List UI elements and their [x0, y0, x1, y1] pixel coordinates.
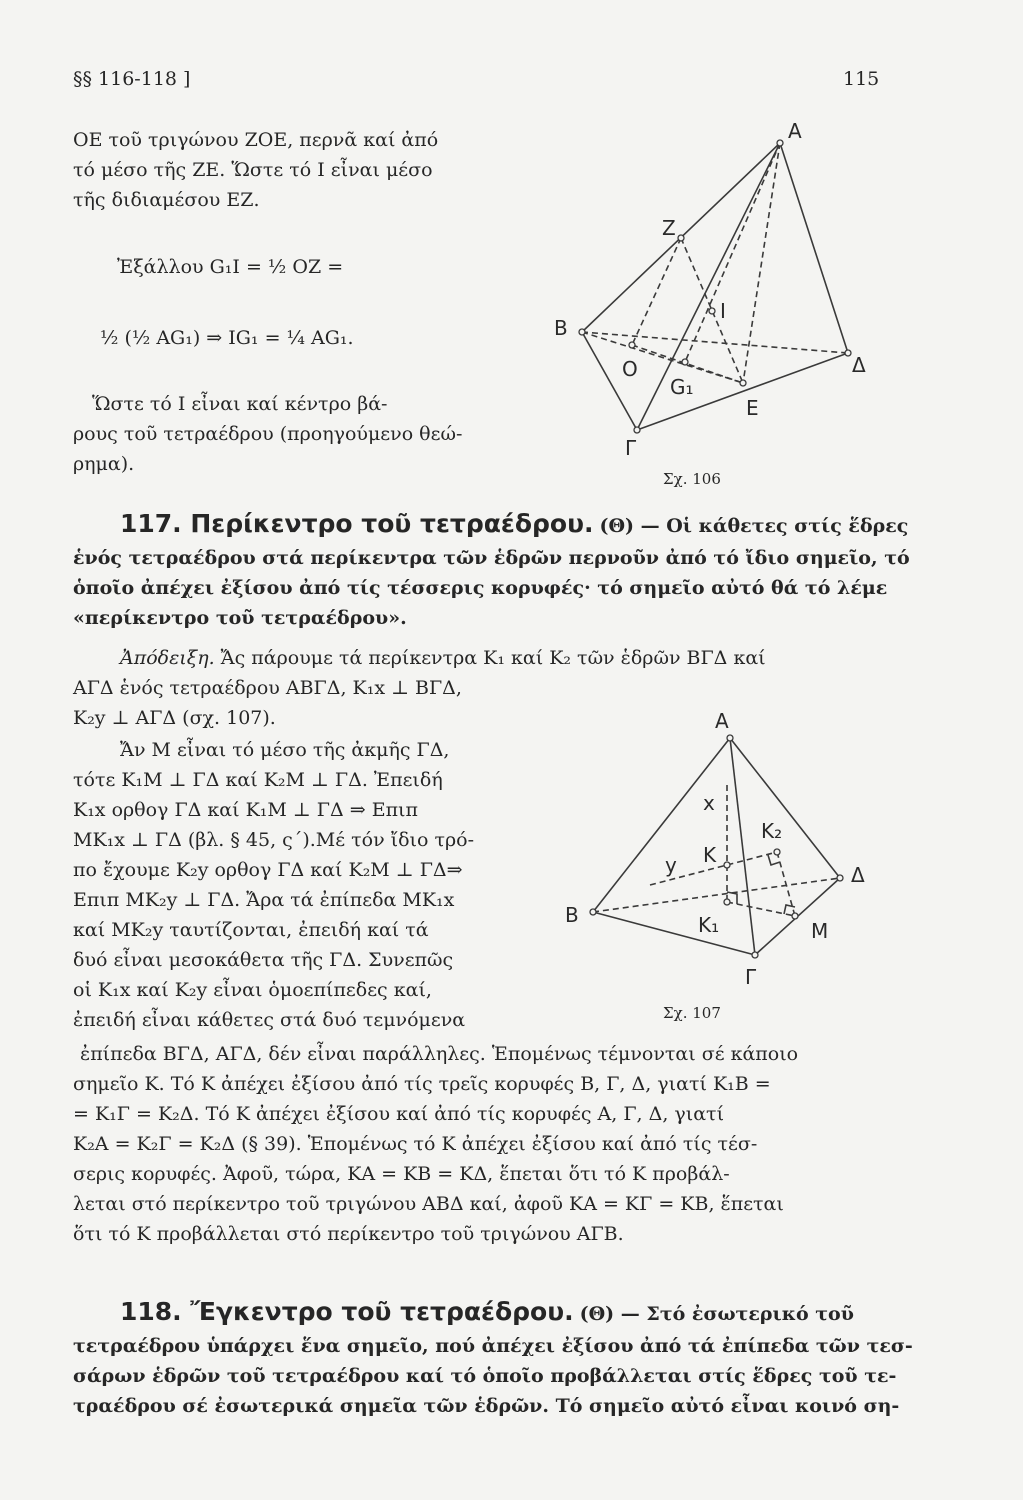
text-line: πο ἔχουμε K₂y ορθογ ΓΔ καί K₂M ⊥ ΓΔ⇒: [73, 859, 463, 881]
section-117-heading: 117. Περίκεντρο τοῦ τετραέδρου.: [120, 509, 594, 538]
page-number: 115: [843, 68, 880, 90]
label-G1: G₁: [670, 375, 694, 399]
label-B: B: [554, 316, 568, 340]
edge-BD: [593, 878, 840, 912]
text-line: οἱ K₁x καί K₂y εἶναι ὁμοεπίπεδες καί,: [73, 979, 432, 1001]
text-line: Ἄν Μ εἶναι τό μέσο τῆς ἀκμῆς ΓΔ,: [120, 739, 450, 761]
edge-AD: [730, 738, 840, 878]
vertex-G: [634, 427, 640, 433]
text-line: = K₁Γ = K₂Δ. Τό Κ ἀπέχει ἐξίσου καί ἀπό τίς κορυφές Α, Γ, Δ, γιατί: [73, 1103, 725, 1125]
label-B: B: [565, 903, 579, 927]
segment-ZO: [632, 238, 681, 345]
point-K2: [774, 849, 780, 855]
vertex-B: [590, 909, 596, 915]
vertex-D: [845, 350, 851, 356]
edge-AG: [730, 738, 755, 955]
edge-GD: [637, 353, 848, 430]
text-line: καί MK₂y ταυτίζονται, ἐπειδή καί τά: [73, 919, 429, 941]
section-header: §§ 116-118 ]: [73, 68, 191, 90]
figure-107: [555, 700, 915, 1000]
point-Z: [678, 235, 684, 241]
label-K1: K₁: [698, 913, 720, 937]
edge-AB: [593, 738, 730, 912]
label-D: Δ: [851, 863, 865, 887]
text-line: ἐπίπεδα ΒΓΔ, ΑΓΔ, δέν εἶναι παράλληλες. Ἑπομένως τέμνονται σέ κάποιο: [80, 1043, 799, 1065]
formula-line: Ἐξάλλου G₁I = ½ OZ =: [117, 256, 344, 278]
vertex-A: [727, 735, 733, 741]
point-K: [724, 862, 730, 868]
point-E: [740, 380, 746, 386]
vertex-D: [837, 875, 843, 881]
text-line: ἑνός τετραέδρου στά περίκεντρα τῶν ἑδρῶν περνοῦν ἀπό τό ἴδιο σημεῖο, τό: [73, 547, 910, 569]
vertex-G: [752, 952, 758, 958]
text-line: τῆς διδιαμέσου ΕΖ.: [73, 189, 260, 211]
text-line: K₁x ορθογ ΓΔ καί K₁M ⊥ ΓΔ ⇒ Επιπ: [73, 799, 418, 821]
edge-AD: [780, 143, 848, 353]
text-line: ρους τοῦ τετραέδρου (προηγούμενο θεώ-: [73, 423, 463, 445]
vertex-A: [777, 140, 783, 146]
text-line: τό μέσο τῆς ΖΕ. Ὥστε τό Ι εἶναι μέσο: [73, 159, 433, 181]
point-G1: [682, 359, 688, 365]
text-line: MK₁x ⊥ ΓΔ (βλ. § 45, ς΄).Μέ τόν ἴδιο τρό-: [73, 829, 475, 851]
text-line: ἐπειδή εἶναι κάθετες στά δυό τεμνόμενα: [73, 1009, 466, 1031]
text-line: Επιπ MK₂y ⊥ ΓΔ. Ἄρα τά ἐπίπεδα MK₁x: [73, 889, 455, 911]
text-line: ΑΓΔ ἑνός τετραέδρου ΑΒΓΔ, K₁x ⊥ ΒΓΔ,: [73, 677, 462, 699]
proof-label: Ἀπόδειξη.: [120, 647, 215, 669]
label-Z: Z: [662, 216, 676, 240]
figure-106-caption: Σχ. 106: [663, 470, 721, 488]
label-G: Γ: [625, 436, 637, 460]
text-line: K₂y ⊥ ΑΓΔ (σχ. 107).: [73, 707, 276, 729]
vertex-B: [579, 329, 585, 335]
text-line: τότε K₁M ⊥ ΓΔ καί K₂M ⊥ ΓΔ. Ἐπειδή: [73, 769, 443, 791]
figure-106: [540, 100, 920, 500]
point-M: [792, 913, 798, 919]
label-x: x: [703, 791, 715, 815]
text-line: «περίκεντρο τοῦ τετραέδρου».: [73, 607, 407, 629]
point-I: [709, 308, 715, 314]
text-line: Ὥστε τό Ι εἶναι καί κέντρο βά-: [92, 393, 388, 415]
label-E: E: [746, 396, 759, 420]
text-line: K₂A = K₂Γ = K₂Δ (§ 39). Ἑπομένως τό Κ ἀπέχει ἐξίσου καί ἀπό τίς τέσ-: [73, 1133, 758, 1155]
label-M: M: [811, 919, 829, 943]
label-D: Δ: [852, 353, 866, 377]
text-line: ΟΕ τοῦ τριγώνου ΖΟΕ, περνᾶ καί ἀπό: [73, 129, 439, 151]
text-line: λεται στό περίκεντρο τοῦ τριγώνου ΑΒΔ καί, ἀφοῦ ΚΑ = ΚΓ = ΚΒ, ἕπεται: [73, 1193, 784, 1215]
label-I: I: [720, 299, 726, 323]
label-K2: K₂: [761, 819, 783, 843]
label-A: A: [715, 709, 729, 733]
text-line: ὁποῖο ἀπέχει ἐξίσου ἀπό τίς τέσσερις κορυφές· τό σημεῖο αὐτό θά τό λέμε: [73, 577, 888, 599]
edge-BD: [582, 332, 848, 353]
formula-line: ½ (½ AG₁) ⇒ IG₁ = ¼ AG₁.: [100, 327, 354, 349]
text-line: τετραέδρου ὑπάρχει ἕνα σημεῖο, πού ἀπέχει ἐξίσου ἀπό τά ἐπίπεδα τῶν τεσ-: [73, 1335, 913, 1357]
edge-BG: [582, 332, 637, 430]
text-line: σημεῖο Κ. Τό Κ ἀπέχει ἐξίσου ἀπό τίς τρεῖς κορυφές Β, Γ, Δ, γιατί K₁B =: [73, 1073, 771, 1095]
text-line: ὅτι τό Κ προβάλλεται στό περίκεντρο τοῦ τριγώνου ΑΓΒ.: [73, 1223, 624, 1245]
label-y: y: [665, 853, 677, 877]
label-A: A: [788, 119, 802, 143]
point-O: [629, 342, 635, 348]
label-G: Γ: [745, 965, 757, 989]
text-line: τραέδρου σέ ἐσωτερικά σημεῖα τῶν ἑδρῶν. Τό σημεῖο αὐτό εἶναι κοινό ση-: [73, 1395, 900, 1417]
text-line: ρημα).: [73, 453, 135, 475]
text-line: δυό εἶναι μεσοκάθετα τῆς ΓΔ. Συνεπῶς: [73, 949, 454, 971]
point-K1: [724, 899, 730, 905]
section-118-theorem: (Θ) — Στό ἐσωτερικό τοῦ: [579, 1303, 854, 1325]
section-117-theorem: (Θ) — Οἱ κάθετες στίς ἕδρες: [599, 515, 909, 537]
median-AG1: [685, 143, 780, 362]
label-O: O: [622, 357, 638, 381]
label-K: K: [703, 843, 717, 867]
text-line: σάρων ἑδρῶν τοῦ τετραέδρου καί τό ὁποῖο προβάλλεται στίς ἕδρες τοῦ τε-: [73, 1365, 897, 1387]
text-line: Ἄς πάρουμε τά περίκεντρα K₁ καί K₂ τῶν ἑδρῶν ΒΓΔ καί: [220, 647, 766, 669]
edge-BG: [593, 912, 755, 955]
figure-107-caption: Σχ. 107: [663, 1004, 721, 1022]
section-118-heading: 118. Ἔγκεντρο τοῦ τετραέδρου.: [120, 1297, 574, 1326]
text-line: σερις κορυφές. Ἀφοῦ, τώρα, ΚΑ = ΚΒ = ΚΔ, ἕπεται ὅτι τό Κ προβάλ-: [73, 1163, 730, 1185]
